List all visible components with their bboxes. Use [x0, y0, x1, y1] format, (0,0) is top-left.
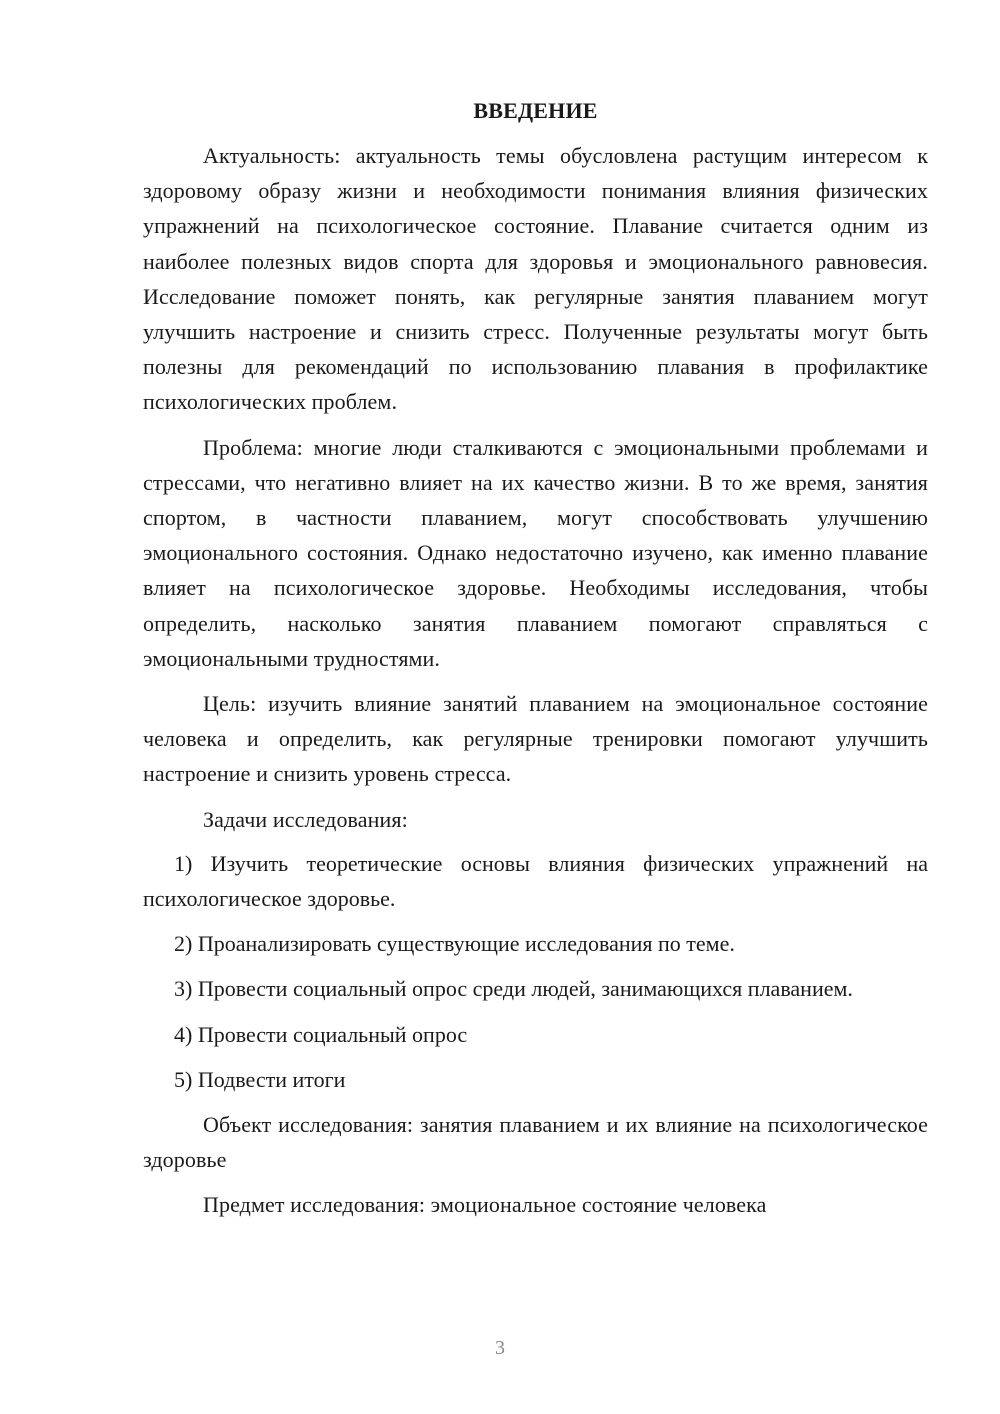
paragraph-object: Объект исследования: занятия плаванием и их влияние на психологическое здоровье [143, 1112, 928, 1173]
page-number: 3 [495, 1337, 505, 1359]
paragraph-problem: Проблема: многие люди сталкиваются с эмоциональными проблемами и стрессами, что негативно влияет на их качество жизни. В то же время, занятия спортом, в частности плаванием, могут способствовать улучшению эмоционального состояния. Однако недостаточно изучено, как именно плавание влияет на психологическое здоровье. Необходимы исследования, чтобы определить, насколько занятия плаванием помогают справляться с эмоциональными трудностями. [143, 434, 928, 671]
task-item: 4) Провести социальный опрос [174, 1021, 468, 1047]
task-item: 5) Подвести итоги [174, 1066, 346, 1092]
paragraph-goal: Цель: изучить влияние занятий плаванием на эмоциональное состояние человека и определить, как регулярные тренировки помогают улучшить настроение и снизить уровень стресса. [143, 691, 928, 787]
document-page [143, 98, 928, 1233]
tasks-title: Задачи исследования: [203, 806, 408, 832]
task-item: 1) Изучить теоретические основы влияния физических упражнений на психологическое здоровье. [143, 850, 928, 912]
paragraph-relevance: Актуальность: актуальность темы обусловлена растущим интересом к здоровому образу жизни и необходимости понимания влияния физических упражнений на психологическое состояние. Плавание считается одним из наиболее полезных видов спорта для здоровья и эмоционального равновесия. Исследование поможет понять, как регулярные занятия плаванием могут улучшить настроение и снизить стресс. Полученные результаты могут быть полезны для рекомендаций по использованию плавания в профилактике психологических проблем. [143, 143, 928, 415]
paragraph-subject: Предмет исследования: эмоциональное состояние человека [203, 1192, 767, 1218]
section-heading: ВВЕДЕНИЕ [473, 98, 598, 123]
task-item: 3) Провести социальный опрос среди людей, занимающихся плаванием. [174, 976, 853, 1002]
task-item: 2) Проанализировать существующие исследования по теме. [174, 931, 735, 957]
